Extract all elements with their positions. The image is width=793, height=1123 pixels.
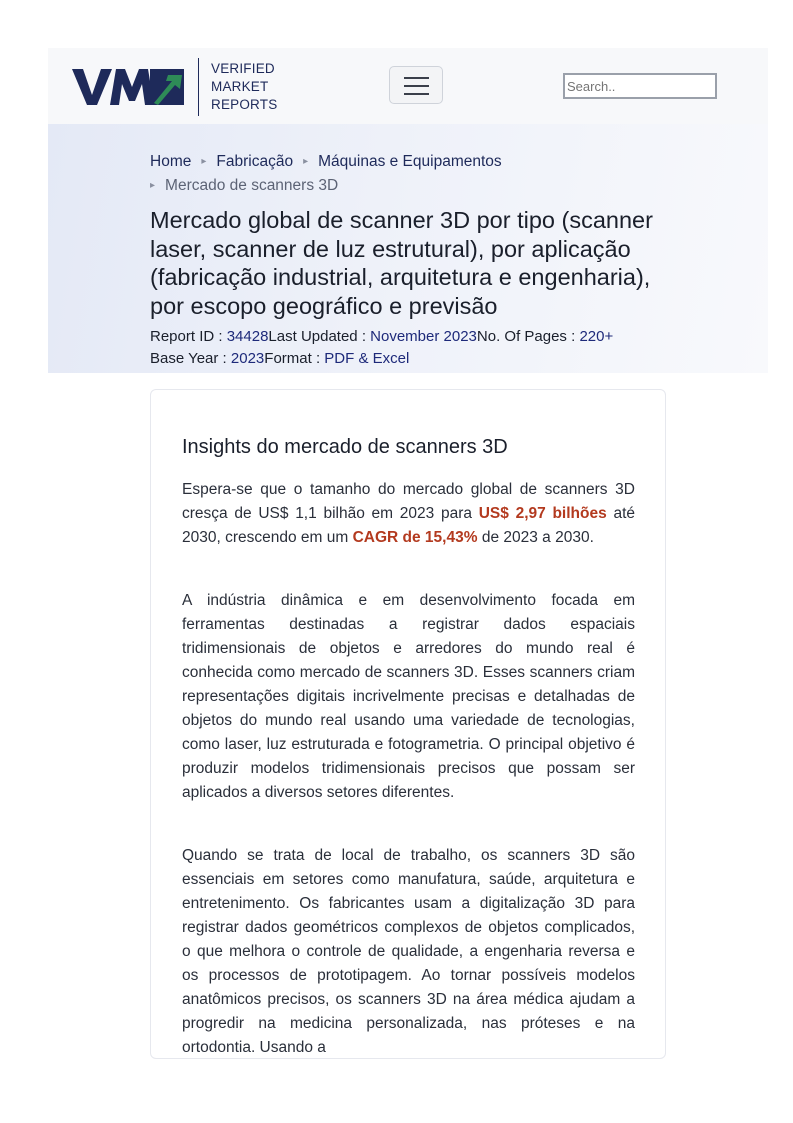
insights-heading: Insights do mercado de scanners 3D — [182, 436, 508, 458]
chevron-right-icon: ▸ — [201, 156, 207, 167]
hamburger-icon-bar-middle — [404, 85, 429, 87]
pages-label: No. Of Pages : — [476, 328, 580, 345]
insights-paragraph-2: A indústria dinâmica e em desenvolvimento focada em ferramentas destinadas a registrar dados espaciais tridimensionais de objetos e arredores do mundo real é conhecida como mercado de scanners 3D. Esses scanners criam representações digitais incrivelmente precisas e detalhadas de objetos do mundo real usando uma variedade de tecnologias, como laser, luz estruturada e fotogrametria. O principal objetivo é produzir modelos tridimensionais precisos que possam ser aplicados a diversos setores diferentes. — [182, 592, 635, 801]
report-meta-row-1 — [150, 326, 613, 348]
insights-p1-text-a: Espera-se que o tamanho do mercado global de scanners 3D cresça de US$ 1,1 bilhão em 2023 para — [182, 481, 635, 522]
format-value: PDF & Excel — [324, 350, 410, 367]
vmr-logo-mark — [72, 67, 184, 107]
breadcrumb-current: Mercado de scanners 3D — [165, 177, 339, 194]
logo-line-reports: REPORTS — [211, 97, 278, 112]
report-id-label: Report ID : — [150, 328, 227, 345]
breadcrumb-maquinas-link[interactable]: Máquinas e Equipamentos — [318, 153, 502, 170]
base-year-label: Base Year : — [150, 350, 231, 367]
insights-paragraph-1 — [182, 478, 635, 550]
menu-toggle-button[interactable] — [389, 66, 443, 104]
cagr-highlight: CAGR de 15,43% — [352, 529, 478, 546]
insights-p1-text-c: de 2023 a 2030. — [477, 529, 594, 546]
pages-value: 220+ — [579, 328, 614, 345]
logo-wordmark — [211, 60, 277, 114]
insights-paragraph-3: Quando se trata de local de trabalho, os scanners 3D são essenciais em setores como manufatura, saúde, arquitetura e entretenimento. Os fabricantes usam a digitalização 3D para registrar dados geométricos complexos de objetos complicados, o que melhora o controle de qualidade, a engenharia reversa e os processos de prototipagem. Ao tornar possíveis modelos anatômicos precisos, os scanners 3D na área médica ajudam a progredir na medicina personalizada, nas próteses e na ortodontia. Usando a — [182, 847, 635, 1056]
breadcrumb-fabricacao-link[interactable]: Fabricação — [216, 153, 294, 170]
market-value-highlight: US$ 2,97 bilhões — [478, 505, 607, 522]
logo-line-market: MARKET — [211, 79, 269, 94]
search-input[interactable] — [563, 73, 717, 99]
site-header — [48, 48, 768, 125]
format-label: Format : — [264, 350, 325, 367]
breadcrumb — [150, 150, 502, 198]
breadcrumb-home-link[interactable]: Home — [150, 153, 192, 170]
base-year-value: 2023 — [230, 350, 265, 367]
chevron-right-icon: ▸ — [150, 180, 156, 191]
chevron-right-icon: ▸ — [303, 156, 309, 167]
last-updated-label: Last Updated : — [268, 328, 371, 345]
hamburger-icon-bar-bottom — [404, 93, 429, 95]
insights-card — [150, 389, 666, 1059]
hamburger-icon-bar-top — [404, 77, 429, 79]
report-meta — [150, 326, 613, 370]
logo-line-verified: VERIFIED — [211, 61, 275, 76]
insights-p1-text-b: até 2030, crescendo em um — [182, 505, 635, 546]
site-logo[interactable] — [72, 58, 277, 116]
report-id-value: 34428 — [226, 328, 269, 345]
page-title: Mercado global de scanner 3D por tipo (scanner laser, scanner de luz estrutural), por aplicação (fabricação industrial, arquitetura e engenharia), por escopo geográfico e previsão — [150, 207, 653, 319]
report-meta-row-2 — [150, 348, 613, 370]
last-updated-value: November 2023 — [370, 328, 477, 345]
logo-separator — [198, 58, 199, 116]
